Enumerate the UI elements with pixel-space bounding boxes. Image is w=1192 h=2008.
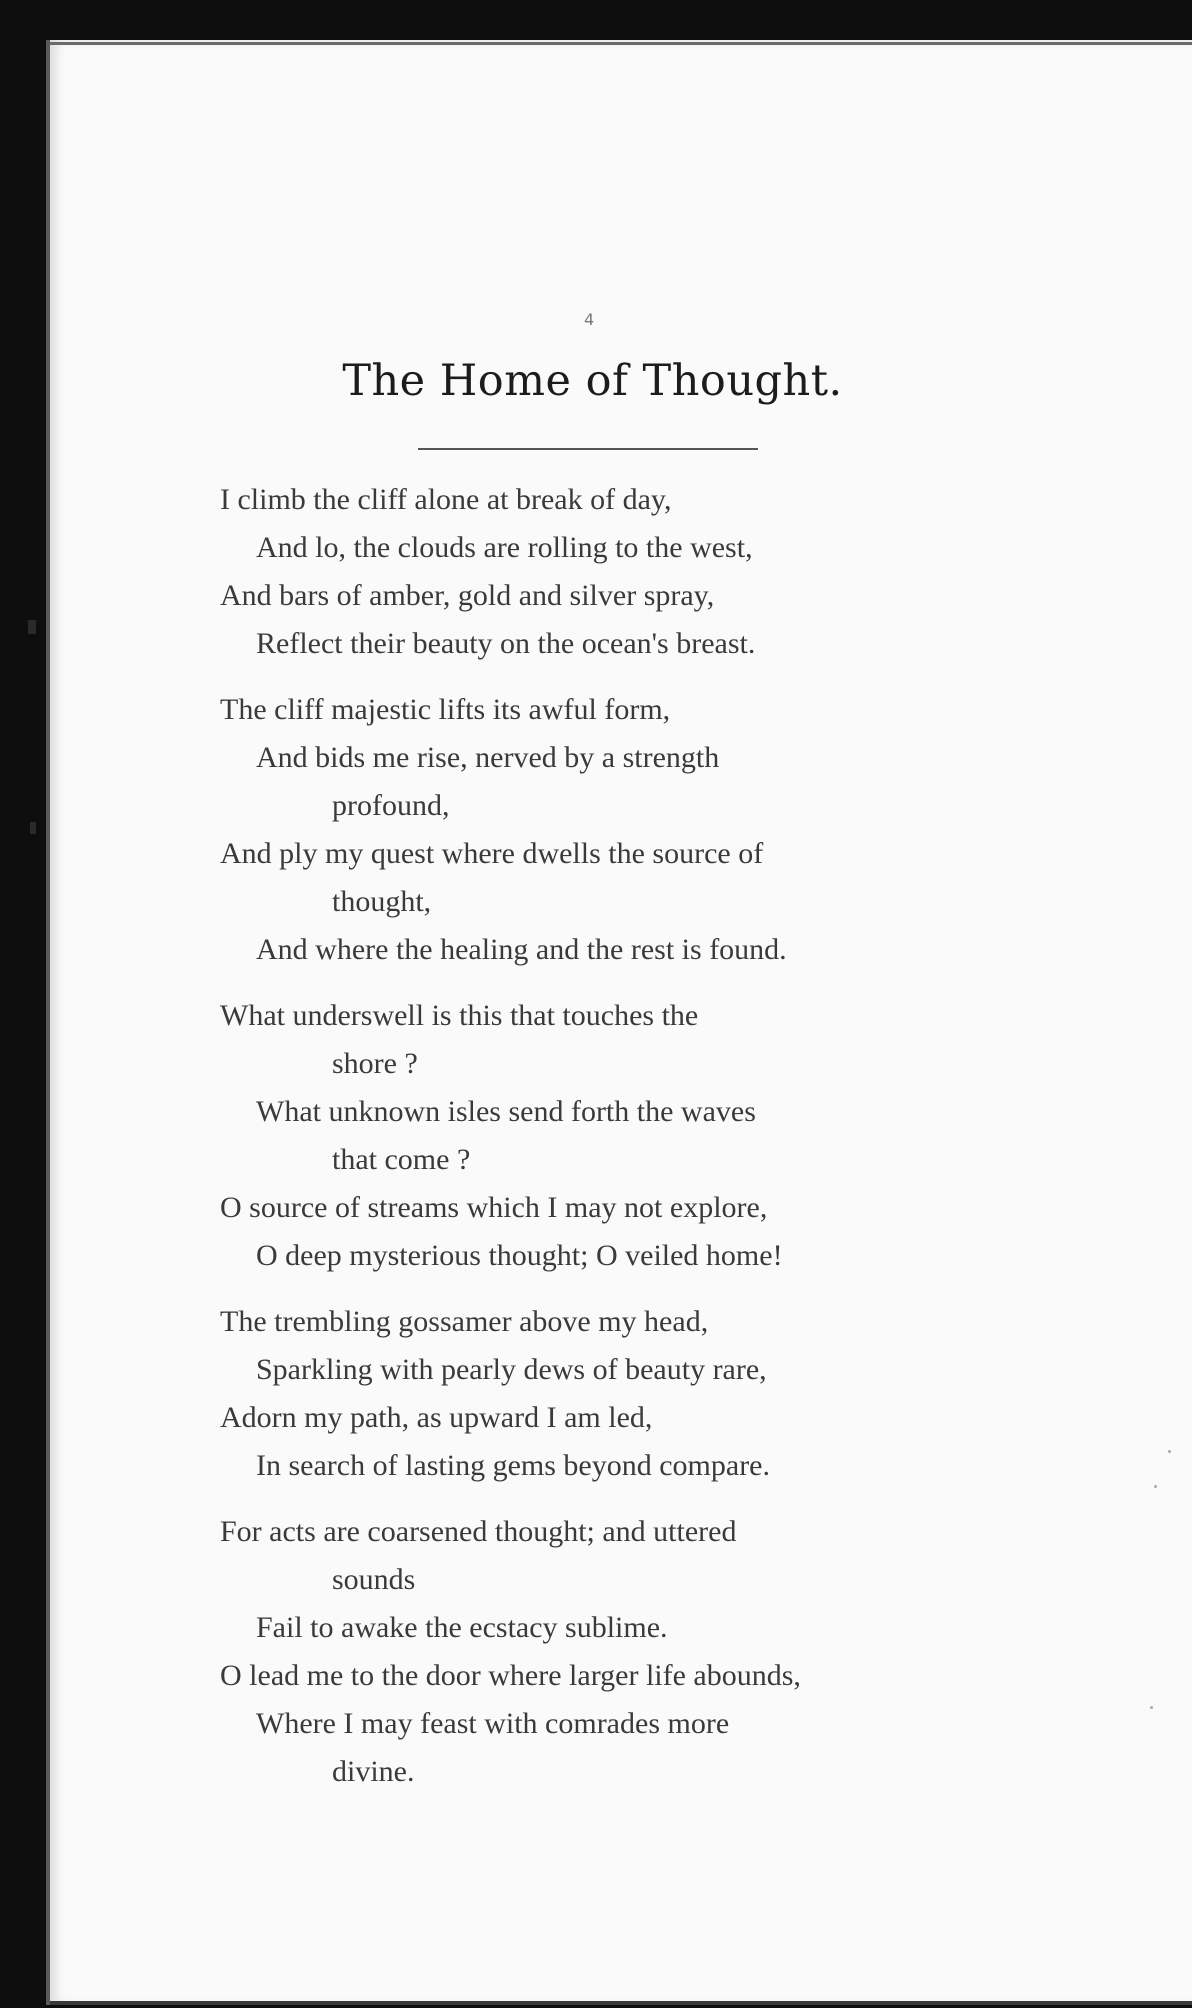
stanza-3 xyxy=(220,992,1006,1280)
poem-line-continuation: profound, xyxy=(332,789,450,822)
poem-line: The trembling gossamer above my head, xyxy=(220,1305,709,1338)
poem-line: Sparkling with pearly dews of beauty rare, xyxy=(256,1353,767,1386)
paper-speck xyxy=(1150,1706,1153,1709)
page-number-mark: 4 xyxy=(584,310,595,329)
poem-line: Fail to awake the ecstacy sublime. xyxy=(256,1611,668,1644)
poem-title: The Home of Thought. xyxy=(342,356,843,406)
poem-line-continuation: shore ? xyxy=(332,1047,418,1080)
poem-line: What underswell is this that touches the xyxy=(220,999,699,1032)
poem-line: And lo, the clouds are rolling to the west, xyxy=(256,531,753,564)
poem-line: I climb the cliff alone at break of day, xyxy=(220,483,672,516)
poem-line-continuation: divine. xyxy=(332,1755,415,1788)
poem-line-continuation: thought, xyxy=(332,885,432,918)
poem-line: And where the healing and the rest is found. xyxy=(256,933,787,966)
binding-mark xyxy=(28,620,36,634)
poem-body xyxy=(220,476,1006,1796)
poem-line: O deep mysterious thought; O veiled home! xyxy=(256,1239,783,1272)
poem-line: For acts are coarsened thought; and uttered xyxy=(220,1515,737,1548)
poem-line: Where I may feast with comrades more xyxy=(256,1707,730,1740)
poem-line-continuation: that come ? xyxy=(332,1143,471,1176)
stanza-4 xyxy=(220,1298,1006,1490)
stanza-5 xyxy=(220,1508,1006,1796)
stanza-2 xyxy=(220,686,1006,974)
title-divider xyxy=(418,448,758,450)
paper-speck xyxy=(1168,1450,1171,1453)
poem-line: Reflect their beauty on the ocean's breast. xyxy=(256,627,756,660)
poem-line: And ply my quest where dwells the source of xyxy=(220,837,764,870)
stanza-1 xyxy=(220,476,1006,668)
poem-line: And bids me rise, nerved by a strength xyxy=(256,741,720,774)
poem-line-continuation: sounds xyxy=(332,1563,416,1596)
poem-line: The cliff majestic lifts its awful form, xyxy=(220,693,671,726)
book-page xyxy=(46,40,1192,2005)
poem-line: Adorn my path, as upward I am led, xyxy=(220,1401,653,1434)
paper-speck xyxy=(1154,1485,1157,1488)
poem-line: In search of lasting gems beyond compare. xyxy=(256,1449,770,1482)
poem-line: And bars of amber, gold and silver spray, xyxy=(220,579,715,612)
poem-line: What unknown isles send forth the waves xyxy=(256,1095,756,1128)
binding-mark xyxy=(30,822,36,834)
poem-line: O lead me to the door where larger life abounds, xyxy=(220,1659,801,1692)
page-bottom-edge xyxy=(50,2001,1192,2005)
poem-line: O source of streams which I may not explore, xyxy=(220,1191,768,1224)
page-top-edge xyxy=(50,42,1192,45)
